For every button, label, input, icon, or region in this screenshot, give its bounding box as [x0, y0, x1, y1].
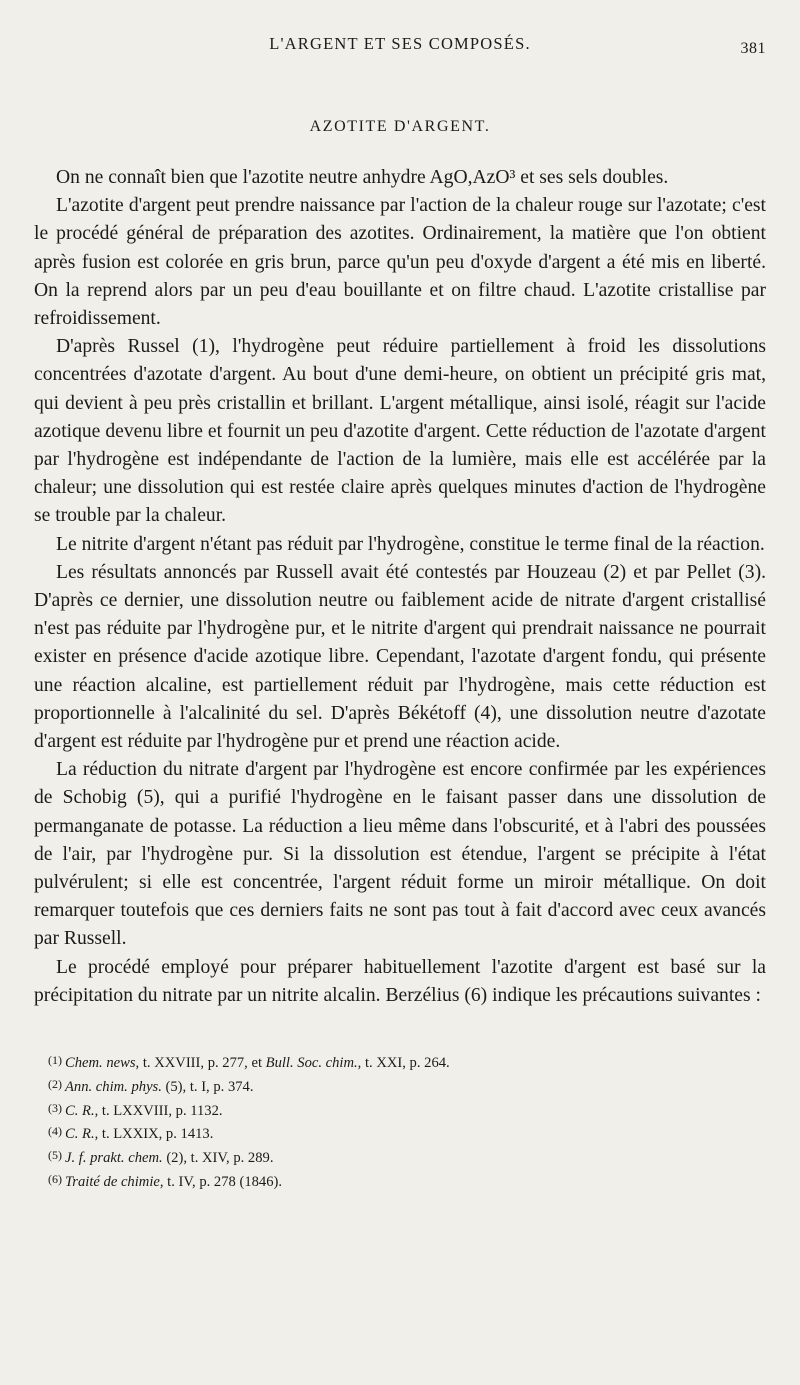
footnote-details: , t. IV, p. 278 (1846).	[159, 1174, 283, 1191]
footnote	[48, 1098, 766, 1122]
footnote	[48, 1074, 766, 1098]
footnote-mark: (2)	[48, 1076, 62, 1091]
footnote-source: Ann. chim. phys.	[65, 1078, 162, 1095]
paragraph: Le nitrite d'argent n'étant pas réduit par l'hydrogène, constitue le terme final de la réaction.	[56, 533, 765, 555]
footnote-mark: (6)	[48, 1172, 62, 1187]
footnote-source: C. R.	[65, 1126, 95, 1143]
footnote-source: J. f. prakt. chem.	[65, 1150, 163, 1167]
footnotes	[34, 1050, 766, 1193]
footnote-source-2: Bull. Soc. chim.	[265, 1055, 358, 1072]
footnote-details-2: , t. XXI, p. 264.	[357, 1055, 450, 1072]
paragraph: La réduction du nitrate d'argent par l'hydrogène est encore confirmée par les expériences de Schobig (5), qui a purifié l'hydrogène en le faisant passer dans une dissolution de permanganate de potasse. La réduction a lieu même dans l'obscurité, et à l'abri des poussées de l'air, par l'hydrogène pur. Si la dissolution est étendue, l'argent se précipite à l'état pulvérulent; si elle est concentrée, l'argent réduit forme un miroir métallique. On doit remarquer toutefois que ces derniers faits ne sont pas tout à fait d'accord avec ceux avancés par Russell.	[34, 759, 766, 950]
page-number: 381	[740, 40, 766, 57]
footnote-source: Chem. news	[65, 1055, 136, 1072]
footnote-mark: (1)	[48, 1053, 62, 1068]
footnote-source: C. R.	[65, 1102, 95, 1119]
footnote-details: (2), t. XIV, p. 289.	[162, 1150, 274, 1167]
footnote-mark: (4)	[48, 1124, 62, 1139]
footnote	[48, 1169, 766, 1193]
paragraph: On ne connaît bien que l'azotite neutre anhydre AgO,AzO³ et ses sels doubles.	[56, 167, 669, 188]
paragraph: Les résultats annoncés par Russell avait été contestés par Houzeau (2) et par Pellet (3). D'après ce dernier, une dissolution neutre ou faiblement acide de nitrate d'argent cristallisé n'est pas réduite par l'hydrogène pur, et le nitrite d'argent qui prendrait naissance ne pourrait exister en présence d'acide azotique libre. Cependant, l'azotate d'argent fondu, qui présente une réaction alcaline, est partiellement réduit par l'hydrogène, mais cette réduction est proportionnelle à l'alcalinité du sel. D'après Békétoff (4), une dissolution neutre d'azotate d'argent est réduite par l'hydrogène pur et prend une réaction acide.	[34, 561, 766, 753]
footnote-mark: (3)	[48, 1100, 62, 1115]
footnote-details: (5), t. I, p. 374.	[161, 1078, 254, 1095]
footnote-mark: (5)	[48, 1148, 62, 1163]
running-header	[34, 34, 766, 58]
footnote-details: , t. LXXIX, p. 1413.	[94, 1126, 214, 1143]
paragraph: L'azotite d'argent peut prendre naissance par l'action de la chaleur rouge sur l'azotate; c'est le procédé général de préparation des azotites. Ordinairement, la matière que l'on obtient après fusion est colorée en gris brun, parce qu'un peu d'oxyde d'argent a été mis en liberté. On la reprend alors par un peu d'eau bouillante et on filtre chaud. L'azotite cristallise par refroidissement.	[34, 195, 766, 330]
footnote-source: Traité de chimie	[65, 1174, 160, 1191]
footnote	[48, 1145, 766, 1169]
paragraph: Le procédé employé pour préparer habituellement l'azotite d'argent est basé sur la précipitation du nitrate par un nitrite alcalin. Berzélius (6) indique les précautions suivantes :	[34, 956, 766, 1006]
paragraph: D'après Russel (1), l'hydrogène peut réduire partiellement à froid les dissolutions concentrées d'azotate d'argent. Au bout d'une demi-heure, on obtient un précipité gris mat, qui devient à peu près cristallin et brillant. L'argent métallique, ainsi isolé, réagit sur l'acide azotique devenu libre et fournit un peu d'azotite d'argent. Cette réduction de l'azotate d'argent par l'hydrogène est indépendante de l'action de la lumière, mais elle est accélérée par la chaleur; une dissolution qui est restée claire après quelques minutes d'action de l'hydrogène se trouble par la chaleur.	[34, 336, 766, 527]
body-text	[34, 164, 766, 1010]
footnote	[48, 1050, 766, 1074]
section-title: AZOTITE D'ARGENT.	[309, 118, 491, 135]
running-title: L'ARGENT ET SES COMPOSÉS.	[269, 34, 531, 53]
footnote-details: , t. LXXVIII, p. 1132.	[94, 1102, 223, 1119]
footnote	[48, 1121, 766, 1145]
footnote-details: , t. XXVIII, p. 277, et	[135, 1055, 266, 1072]
